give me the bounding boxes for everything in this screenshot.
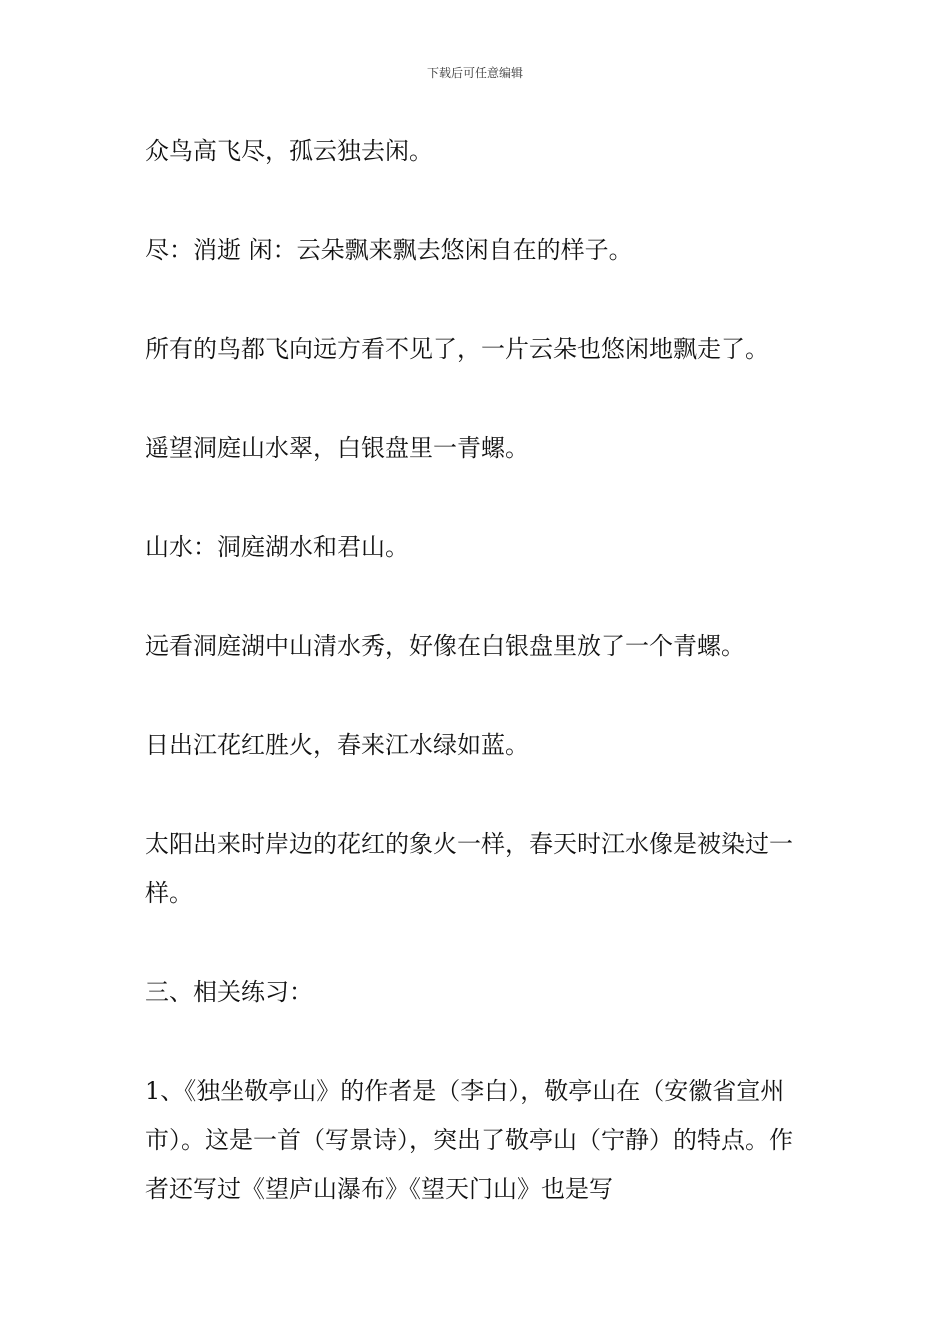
- section-heading: 三、相关练习：: [145, 978, 313, 1006]
- page-header: 下载后可任意编辑: [426, 66, 523, 80]
- annotation-2: 山水：洞庭湖水和君山。: [145, 533, 409, 561]
- poem-line-1: 众鸟高飞尽，孤云独去闲。: [145, 137, 433, 165]
- translation-1: 所有的鸟都飞向远方看不见了，一片云朵也悠闲地飘走了。: [145, 335, 769, 363]
- translation-2: 远看洞庭湖中山清水秀，好像在白银盘里放了一个青螺。: [145, 632, 745, 660]
- translation-3: 太阳出来时岸边的花红的象火一样，春天时江水像是被染过一样。: [145, 830, 793, 907]
- poem-line-2: 遥望洞庭山水翠，白银盘里一青螺。: [145, 434, 529, 462]
- annotation-1: 尽：消逝 闲：云朵飘来飘去悠闲自在的样子。: [145, 236, 633, 264]
- poem-line-3: 日出江花红胜火，春来江水绿如蓝。: [145, 731, 529, 759]
- exercise-1: 1、《独坐敬亭山》的作者是（李白），敬亭山在（安徽省宣州市）。这是一首（写景诗），突出了敬亭山（宁静）的特点。作者还写过《望庐山瀑布》《望天门山》也是写: [145, 1077, 793, 1203]
